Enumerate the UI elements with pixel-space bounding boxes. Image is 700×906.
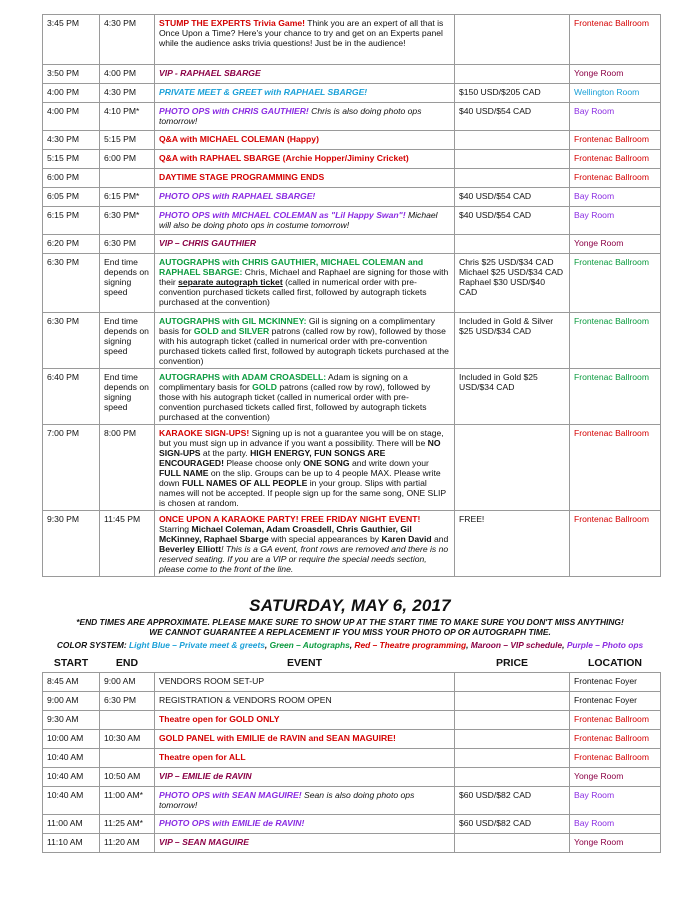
event-body: (called in numerical order with pre-convention purchased tickets called first, followed by autograph tickets purchased at the convention)	[159, 277, 427, 307]
start-cell: 11:10 AM	[43, 833, 100, 852]
start-cell: 11:00 AM	[43, 814, 100, 833]
price-cell: $40 USD/$54 CAD	[455, 103, 570, 131]
price-cell: $60 USD/$82 CAD	[455, 814, 570, 833]
event-title: PHOTO OPS with RAPHAEL SBARGE!	[159, 191, 316, 201]
end-cell: 4:30 PM	[100, 84, 155, 103]
event-emphasis: Beverley Elliott	[159, 544, 222, 554]
event-cell: REGISTRATION & VENDORS ROOM OPEN	[155, 691, 455, 710]
price-cell	[455, 729, 570, 748]
event-emphasis: Michael Coleman, Adam Croasdell, Chris Gauthier, Gil McKinney, Raphael Sbarge	[159, 524, 412, 544]
end-cell: 11:45 PM	[100, 511, 155, 577]
location-cell: Bay Room	[570, 103, 661, 131]
end-cell: 6:30 PM	[100, 691, 155, 710]
end-cell: 8:00 PM	[100, 425, 155, 511]
table-row	[43, 786, 661, 814]
price-cell	[455, 833, 570, 852]
location-cell: Frontenac Foyer	[570, 672, 661, 691]
table-row	[43, 15, 661, 65]
event-cell	[155, 313, 455, 369]
location-cell: Bay Room	[570, 207, 661, 235]
event-cell	[155, 235, 455, 254]
legend-red: Red – Theatre programming	[354, 640, 467, 650]
event-body: Michael will also be doing photo ops in costume tomorrow!	[159, 210, 438, 230]
legend-green: Green – Autographs	[269, 640, 350, 650]
guarantee-note: WE CANNOT GUARANTEE A REPLACEMENT IF YOU MISS YOUR PHOTO OP OR AUTOGRAPH TIME.	[149, 627, 551, 637]
end-cell	[100, 710, 155, 729]
event-cell: Theatre open for ALL	[155, 748, 455, 767]
event-body: Chris, Michael and Raphael are signing for those with their	[159, 267, 449, 287]
end-cell: 10:50 AM	[100, 767, 155, 786]
event-body: on the slip. Groups can be up to 4 people MAX. Please write down	[159, 468, 441, 488]
event-title: PRIVATE MEET & GREET with RAPHAEL SBARGE!	[159, 87, 368, 97]
event-body: with special appearances by	[268, 534, 382, 544]
color-system-legend: COLOR SYSTEM: Light Blue – Private meet & greets, Green – Autographs, Red – Theatre programming, Maroon – VIP schedule, Purple – Photo ops	[56, 640, 644, 650]
end-cell: 10:30 AM	[100, 729, 155, 748]
location-cell: Frontenac Ballroom	[570, 729, 661, 748]
table-row	[43, 369, 661, 425]
start-cell: 3:50 PM	[43, 65, 100, 84]
event-title: Q&A with RAPHAEL SBARGE (Archie Hopper/Jiminy Cricket)	[159, 153, 409, 163]
table-row	[43, 748, 661, 767]
header-price: PRICE	[495, 657, 529, 669]
start-cell: 6:05 PM	[43, 188, 100, 207]
end-cell: 6:15 PM*	[100, 188, 155, 207]
price-cell	[455, 65, 570, 84]
legend-maroon: Maroon – VIP schedule	[470, 640, 563, 650]
price-cell	[455, 235, 570, 254]
event-cell	[155, 511, 455, 577]
event-cell: Theatre open for GOLD ONLY	[155, 710, 455, 729]
table-row	[43, 131, 661, 150]
event-title: PHOTO OPS with SEAN MAGUIRE!	[159, 789, 302, 800]
table-row	[43, 425, 661, 511]
event-body: and	[431, 534, 449, 544]
event-cell	[155, 84, 455, 103]
location-cell: Frontenac Ballroom	[570, 369, 661, 425]
event-title: VIP – CHRIS GAUTHIER	[159, 238, 257, 248]
price-cell	[455, 150, 570, 169]
end-cell	[100, 169, 155, 188]
price-cell: $40 USD/$54 CAD	[455, 188, 570, 207]
start-cell: 6:20 PM	[43, 235, 100, 254]
end-cell: 4:30 PM	[100, 15, 155, 65]
location-cell: Frontenac Ballroom	[570, 710, 661, 729]
location-cell: Yonge Room	[570, 767, 661, 786]
event-body: ! This is a GA event, front rows are removed and there is no reserved seating. If you are a VIP or require the special needs section, please come to the front of the line.	[159, 544, 449, 574]
table-row	[43, 103, 661, 131]
event-title: KARAOKE SIGN-UPS!	[159, 428, 250, 438]
price-cell	[455, 425, 570, 511]
table-row	[43, 814, 661, 833]
location-cell: Yonge Room	[570, 65, 661, 84]
event-cell	[155, 425, 455, 511]
event-cell: VIP – EMILIE de RAVIN	[155, 767, 455, 786]
day-heading: SATURDAY, MAY 6, 2017	[249, 596, 451, 615]
end-cell: End time depends on signing speed	[100, 254, 155, 313]
start-cell: 4:30 PM	[43, 131, 100, 150]
location-cell: Frontenac Ballroom	[570, 425, 661, 511]
location-cell: Frontenac Foyer	[570, 691, 661, 710]
event-body: patrons (called row by row), followed by those with his autograph ticket (called in numerical order with pre-convention purchased tickets called first, followed by autograph tickets purchased at the convention)	[159, 326, 449, 366]
location-cell: Frontenac Ballroom	[570, 131, 661, 150]
event-emphasis: FULL NAMES OF ALL PEOPLE	[181, 478, 308, 488]
event-cell	[155, 207, 455, 235]
start-cell: 10:40 AM	[43, 748, 100, 767]
event-cell	[155, 103, 455, 131]
event-body: Chris is also doing photo ops tomorrow!	[159, 106, 422, 126]
location-cell: Frontenac Ballroom	[570, 169, 661, 188]
start-cell: 4:00 PM	[43, 84, 100, 103]
end-cell: 6:30 PM	[100, 235, 155, 254]
event-emphasis: FULL NAME	[159, 468, 209, 478]
start-cell: 6:30 PM	[43, 254, 100, 313]
price-cell	[455, 15, 570, 65]
saturday-schedule-table	[42, 655, 661, 853]
location-cell: Yonge Room	[570, 235, 661, 254]
price-cell	[455, 672, 570, 691]
start-cell: 6:00 PM	[43, 169, 100, 188]
start-cell: 3:45 PM	[43, 15, 100, 65]
event-body: Signing up is not a guarantee you will be on stage, but you must sign up in advance if you want a possibility. There will be	[159, 428, 444, 448]
event-title: AUTOGRAPHS with GIL MCKINNEY:	[159, 316, 307, 326]
event-emphasis: GOLD and SILVER	[193, 326, 270, 336]
location-cell: Frontenac Ballroom	[570, 748, 661, 767]
end-cell: End time depends on signing speed	[100, 313, 155, 369]
end-cell: 6:00 PM	[100, 150, 155, 169]
event-cell	[155, 15, 455, 65]
price-cell	[455, 131, 570, 150]
event-cell: VENDORS ROOM SET-UP	[155, 672, 455, 691]
table-row	[43, 672, 661, 691]
table-row	[43, 235, 661, 254]
event-title: PHOTO OPS with MICHAEL COLEMAN as "Lil Happy Swan"!	[159, 210, 406, 220]
header-location: LOCATION	[587, 657, 643, 669]
start-cell: 5:15 PM	[43, 150, 100, 169]
location-cell: Frontenac Ballroom	[570, 15, 661, 65]
event-body: and write down your	[349, 458, 429, 468]
price-cell	[455, 691, 570, 710]
location-cell: Bay Room	[570, 814, 661, 833]
table-row	[43, 169, 661, 188]
event-emphasis: Karen David	[381, 534, 432, 544]
event-cell: VIP – SEAN MAGUIRE	[155, 833, 455, 852]
location-cell: Frontenac Ballroom	[570, 150, 661, 169]
start-cell: 9:30 AM	[43, 710, 100, 729]
location-cell: Bay Room	[570, 786, 661, 814]
location-cell: Frontenac Ballroom	[570, 313, 661, 369]
header-event: EVENT	[286, 657, 322, 669]
event-title: DAYTIME STAGE PROGRAMMING ENDS	[159, 172, 325, 182]
price-cell: Chris $25 USD/$34 CAD Michael $25 USD/$34 CAD Raphael $30 USD/$40 CAD	[455, 254, 570, 313]
price-cell: $40 USD/$54 CAD	[455, 207, 570, 235]
location-cell: Frontenac Ballroom	[570, 254, 661, 313]
start-cell: 6:40 PM	[43, 369, 100, 425]
price-cell: FREE!	[455, 511, 570, 577]
start-cell: 10:40 AM	[43, 786, 100, 814]
start-cell: 7:00 PM	[43, 425, 100, 511]
event-emphasis: separate autograph ticket	[178, 277, 283, 287]
table-row	[43, 150, 661, 169]
header-start: START	[53, 657, 89, 669]
event-title: PHOTO OPS with CHRIS GAUTHIER!	[159, 106, 309, 116]
table-row	[43, 207, 661, 235]
event-body: Think you are an expert of all that is Once Upon a Time? Here's your chance to try and get on an Experts panel while the audience asks trivia questions! Just be in the audience!	[159, 18, 444, 48]
event-body: Gil is signing on a complimentary basis for	[159, 316, 436, 336]
event-cell: PHOTO OPS with EMILIE de RAVIN!	[155, 814, 455, 833]
color-system-label: COLOR SYSTEM:	[56, 640, 127, 650]
start-cell: 9:00 AM	[43, 691, 100, 710]
location-cell: Wellington Room	[570, 84, 661, 103]
start-cell: 6:30 PM	[43, 313, 100, 369]
event-body: Sean is also doing photo ops tomorrow!	[159, 789, 415, 810]
event-cell	[155, 150, 455, 169]
event-cell	[155, 188, 455, 207]
event-emphasis: ONE SONG	[303, 458, 350, 468]
start-cell: 8:45 AM	[43, 672, 100, 691]
event-title: STUMP THE EXPERTS Trivia Game!	[159, 18, 305, 28]
end-cell: 5:15 PM	[100, 131, 155, 150]
event-body: Adam is signing on a complimentary basis for	[159, 372, 408, 392]
end-cell: 11:00 AM*	[100, 786, 155, 814]
header-row	[43, 655, 661, 672]
event-cell	[155, 786, 455, 814]
start-cell: 6:15 PM	[43, 207, 100, 235]
table-row	[43, 84, 661, 103]
price-cell	[455, 767, 570, 786]
end-cell: 11:25 AM*	[100, 814, 155, 833]
table-row	[43, 833, 661, 852]
location-cell: Bay Room	[570, 188, 661, 207]
table-row	[43, 729, 661, 748]
price-cell: Included in Gold & Silver $25 USD/$34 CAD	[455, 313, 570, 369]
event-cell	[155, 369, 455, 425]
table-row	[43, 65, 661, 84]
price-cell: $150 USD/$205 CAD	[455, 84, 570, 103]
price-cell	[455, 710, 570, 729]
table-row	[43, 767, 661, 786]
event-cell	[155, 131, 455, 150]
price-cell: Included in Gold $25 USD/$34 CAD	[455, 369, 570, 425]
start-cell: 9:30 PM	[43, 511, 100, 577]
event-cell	[155, 254, 455, 313]
table-row	[43, 710, 661, 729]
event-body: Please choose only	[223, 458, 304, 468]
end-cell: 4:00 PM	[100, 65, 155, 84]
event-cell: GOLD PANEL with EMILIE de RAVIN and SEAN MAGUIRE!	[155, 729, 455, 748]
event-title: AUTOGRAPHS with ADAM CROASDELL:	[159, 372, 327, 382]
event-body: at the party.	[200, 448, 251, 458]
start-cell: 10:40 AM	[43, 767, 100, 786]
end-cell	[100, 748, 155, 767]
price-cell: $60 USD/$82 CAD	[455, 786, 570, 814]
event-emphasis: GOLD	[252, 382, 277, 392]
event-emphasis: HIGH ENERGY, FUN SONGS ARE ENCOURAGED!	[159, 448, 386, 468]
event-title: AUTOGRAPHS with CHRIS GAUTHIER, MICHAEL COLEMAN and RAPHAEL SBARGE:	[159, 257, 424, 277]
event-cell	[155, 65, 455, 84]
end-times-note: *END TIMES ARE APPROXIMATE. PLEASE MAKE SURE TO SHOW UP AT THE START TIME TO MAKE SURE YOU DON'T MISS ANYTHING!	[76, 617, 624, 627]
legend-blue: Light Blue – Private meet & greets	[129, 640, 265, 650]
end-cell: 9:00 AM	[100, 672, 155, 691]
table-row	[43, 313, 661, 369]
event-emphasis: NO SIGN-UPS	[159, 438, 441, 458]
event-body: Starring	[159, 524, 192, 534]
friday-schedule-table	[42, 14, 661, 577]
end-cell: 4:10 PM*	[100, 103, 155, 131]
location-cell: Frontenac Ballroom	[570, 511, 661, 577]
start-cell: 10:00 AM	[43, 729, 100, 748]
table-row	[43, 254, 661, 313]
end-cell: End time depends on signing speed	[100, 369, 155, 425]
table-row	[43, 691, 661, 710]
event-title: ONCE UPON A KARAOKE PARTY! FREE FRIDAY NIGHT EVENT!	[159, 514, 421, 524]
table-row	[43, 511, 661, 577]
end-cell: 6:30 PM*	[100, 207, 155, 235]
header-end: END	[115, 657, 139, 669]
table-row	[43, 188, 661, 207]
event-title: VIP - RAPHAEL SBARGE	[159, 68, 261, 78]
price-cell	[455, 169, 570, 188]
event-body: patrons (called row by row), followed by those with his autograph ticket (called in numerical order with pre-convention purchased tickets called first, followed by autograph tickets purchased at the convention)	[159, 382, 431, 422]
location-cell: Yonge Room	[570, 833, 661, 852]
event-cell	[155, 169, 455, 188]
price-cell	[455, 748, 570, 767]
start-cell: 4:00 PM	[43, 103, 100, 131]
end-cell: 11:20 AM	[100, 833, 155, 852]
event-body: in your group. Slips with partial names will not be accepted. If people sign up for the same song, ONE SLIP is chosen at random.	[159, 478, 446, 508]
legend-purple: Purple – Photo ops	[566, 640, 644, 650]
event-title: Q&A with MICHAEL COLEMAN (Happy)	[159, 134, 319, 144]
